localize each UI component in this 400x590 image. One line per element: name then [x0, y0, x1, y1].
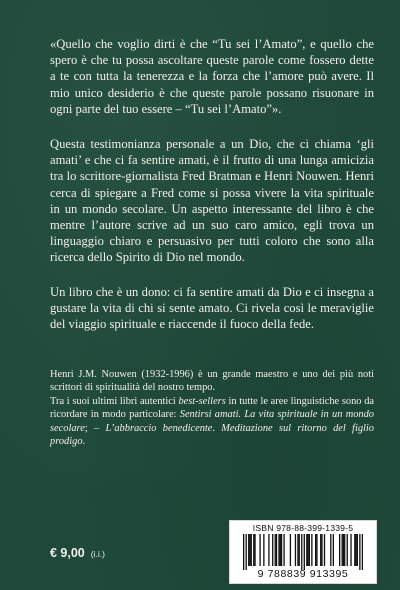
author-bio	[50, 368, 374, 448]
barcode-bar	[316, 534, 317, 566]
works-intro: Tra i suoi ultimi libri autentici	[50, 395, 179, 407]
barcode-bar	[344, 534, 345, 566]
quote-paragraph: «Quello che voglio dirti è che “Tu sei l’Amato”, e quello che spero è che tu possa ascoltare queste parole come fossero dette a te con tutta la tenerezza e la forza che l’amore può avere. Il mio unico desiderio è che queste parole possano risuonare in ogni parte del tuo essere – “Tu sei l’Amato”».	[50, 37, 374, 116]
barcode-bar	[350, 534, 351, 566]
gift-paragraph: Un libro che è un dono: ci fa sentire amati da Dio e ci insegna a gustare la vita di chi si sente amato. Ci rivela così le meraviglie del viaggio spirituale e riaccende il fuoco della fede.	[50, 285, 374, 332]
works-sep-2: .	[212, 422, 222, 434]
barcode-bar	[339, 534, 340, 566]
works-end: .	[82, 436, 86, 448]
barcode-bar	[333, 534, 334, 566]
works-sep-1: ; –	[84, 422, 106, 434]
barcode-bar	[268, 534, 269, 566]
barcode-bar	[297, 534, 298, 566]
barcode-bar	[281, 534, 282, 566]
barcode-bar	[357, 534, 358, 566]
barcode-bar	[259, 534, 260, 566]
barcode-bar	[278, 534, 279, 566]
barcode-bar	[275, 534, 276, 566]
price-amount: € 9,00	[50, 546, 85, 560]
author-works	[50, 395, 374, 449]
barcode-bar	[299, 534, 300, 566]
barcode-bar	[306, 534, 307, 566]
barcode-bar	[295, 534, 296, 566]
barcode-bar	[343, 534, 344, 566]
works-title-1: Sentirsi amati. La vita spirituale in un mondo secolare	[50, 409, 374, 434]
barcode-bar	[315, 534, 316, 566]
barcode-bar	[301, 534, 302, 570]
barcode-bar	[347, 534, 348, 566]
barcode-digits: 9 788839 913395	[257, 568, 349, 580]
barcode-bar	[311, 534, 312, 566]
barcode-bar	[248, 534, 249, 566]
barcode-bar	[290, 534, 291, 566]
barcode-bar	[355, 534, 356, 566]
testimony-paragraph: Questa testimonianza personale a un Dio, che ci chiama ‘gli amati’ e che ci fa sentire amati, è il frutto di una lunga amicizia tra lo scrittore-giornalista Fred Bratman e Henri Nouwen. Henri cerca di spiegare a Fred come si possa vivere la vita spirituale in un mondo secolare. Un aspetto interessante del libro è che mentre l’autore scrive ad un suo caro amico, egli trova un linguaggio chiaro e persuasivo per tutti coloro che sono alla ricerca dello Spirito di Dio nel mondo.	[50, 137, 374, 265]
price-note: (i.i.)	[90, 549, 105, 559]
barcode-bar	[243, 534, 244, 570]
price-label	[50, 546, 105, 560]
works-bestsellers: best-sellers	[178, 395, 226, 407]
barcode-box	[229, 520, 377, 584]
barcode-bar	[342, 534, 343, 566]
barcode-bar	[309, 534, 310, 566]
barcode-bar	[276, 534, 277, 566]
barcode-bar	[324, 534, 325, 566]
barcode-bar	[251, 534, 252, 566]
barcode-bar	[246, 534, 247, 570]
works-title-3: Meditazione sul ritorno del figlio prodigo	[50, 422, 374, 448]
barcode-bar	[330, 534, 331, 566]
barcode-bar	[307, 534, 308, 566]
barcode-bar	[321, 534, 322, 566]
barcode-bar	[362, 534, 363, 570]
barcode-bar	[249, 534, 250, 566]
barcode-bar	[304, 534, 305, 570]
barcode-bar	[280, 534, 281, 566]
isbn-label: ISBN 978-88-399-1339-5	[252, 523, 354, 533]
works-title-2: L’abbraccio benedicente	[105, 422, 213, 434]
barcode-bar	[283, 534, 284, 566]
barcode-bar	[359, 534, 360, 570]
barcode-icon	[243, 534, 363, 570]
barcode-bar	[253, 534, 254, 566]
works-mid: in tutte le aree linguistiche sono da ricordare in modo particolare:	[50, 395, 374, 421]
barcode-bar	[320, 534, 321, 566]
barcode-bar	[272, 534, 273, 566]
barcode-bar	[254, 534, 255, 566]
author-bio-text: Henri J.M. Nouwen (1932-1996) è un grande maestro e uno dei più noti scrittori di spiritualità del nostro tempo.	[50, 369, 374, 394]
barcode-bar	[263, 534, 264, 566]
barcode-bar	[354, 534, 355, 566]
